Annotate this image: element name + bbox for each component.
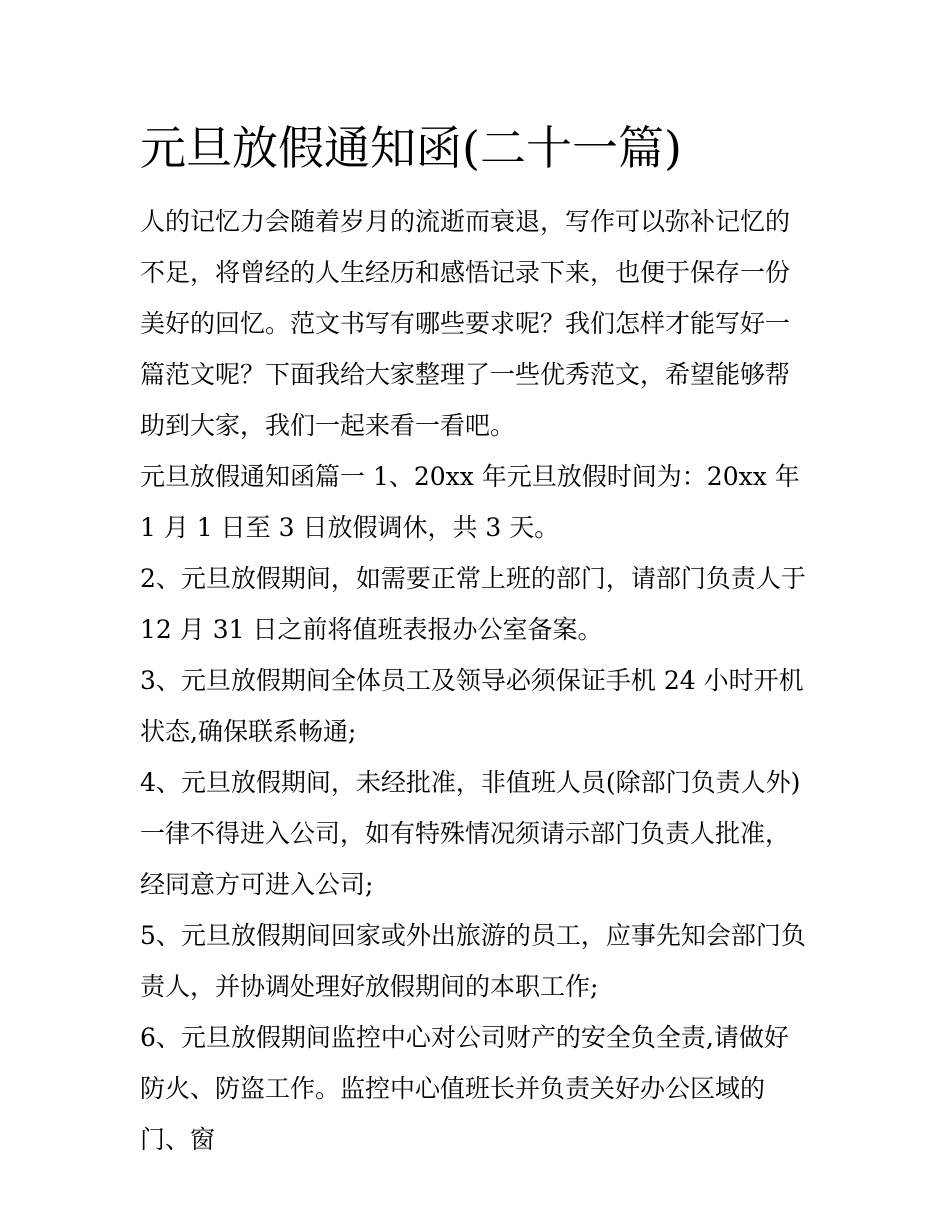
document-title: 元旦放假通知函(二十一篇) — [140, 121, 682, 175]
notice-item-6: 6、元旦放假期间监控中心对公司财产的安全负全责,请做好防火、防盗工作。监控中心值班长并负责关好办公区域的门、窗 — [140, 1023, 789, 1154]
notice-item-4: 4、元旦放假期间，未经批准，非值班人员(除部门负责人外)一律不得进入公司，如有特殊情况须请示部门负责人批准，经同意方可进入公司; — [140, 768, 801, 899]
notice-item-2: 2、元旦放假期间，如需要正常上班的部门，请部门负责人于 12 月 31 日之前将值班表报办公室备案。 — [140, 564, 806, 644]
notice-item-5: 5、元旦放假期间回家或外出旅游的员工，应事先知会部门负责人，并协调处理好放假期间的本职工作; — [140, 921, 806, 1001]
notice-item-1: 元旦放假通知函篇一 1、20xx 年元旦放假时间为：20xx 年 1 月 1 日至 3 日放假调休，共 3 天。 — [140, 462, 800, 542]
document-body — [140, 196, 812, 1165]
intro-paragraph: 人的记忆力会随着岁月的流逝而衰退，写作可以弥补记忆的不足，将曾经的人生经历和感悟记录下来，也便于保存一份美好的回忆。范文书写有哪些要求呢？我们怎样才能写好一篇范文呢？下面我给大家整理了一些优秀范文，希望能够帮助到大家，我们一起来看一看吧。 — [140, 207, 791, 440]
notice-item-3: 3、元旦放假期间全体员工及领导必须保证手机 24 小时开机状态,确保联系畅通; — [140, 666, 804, 746]
